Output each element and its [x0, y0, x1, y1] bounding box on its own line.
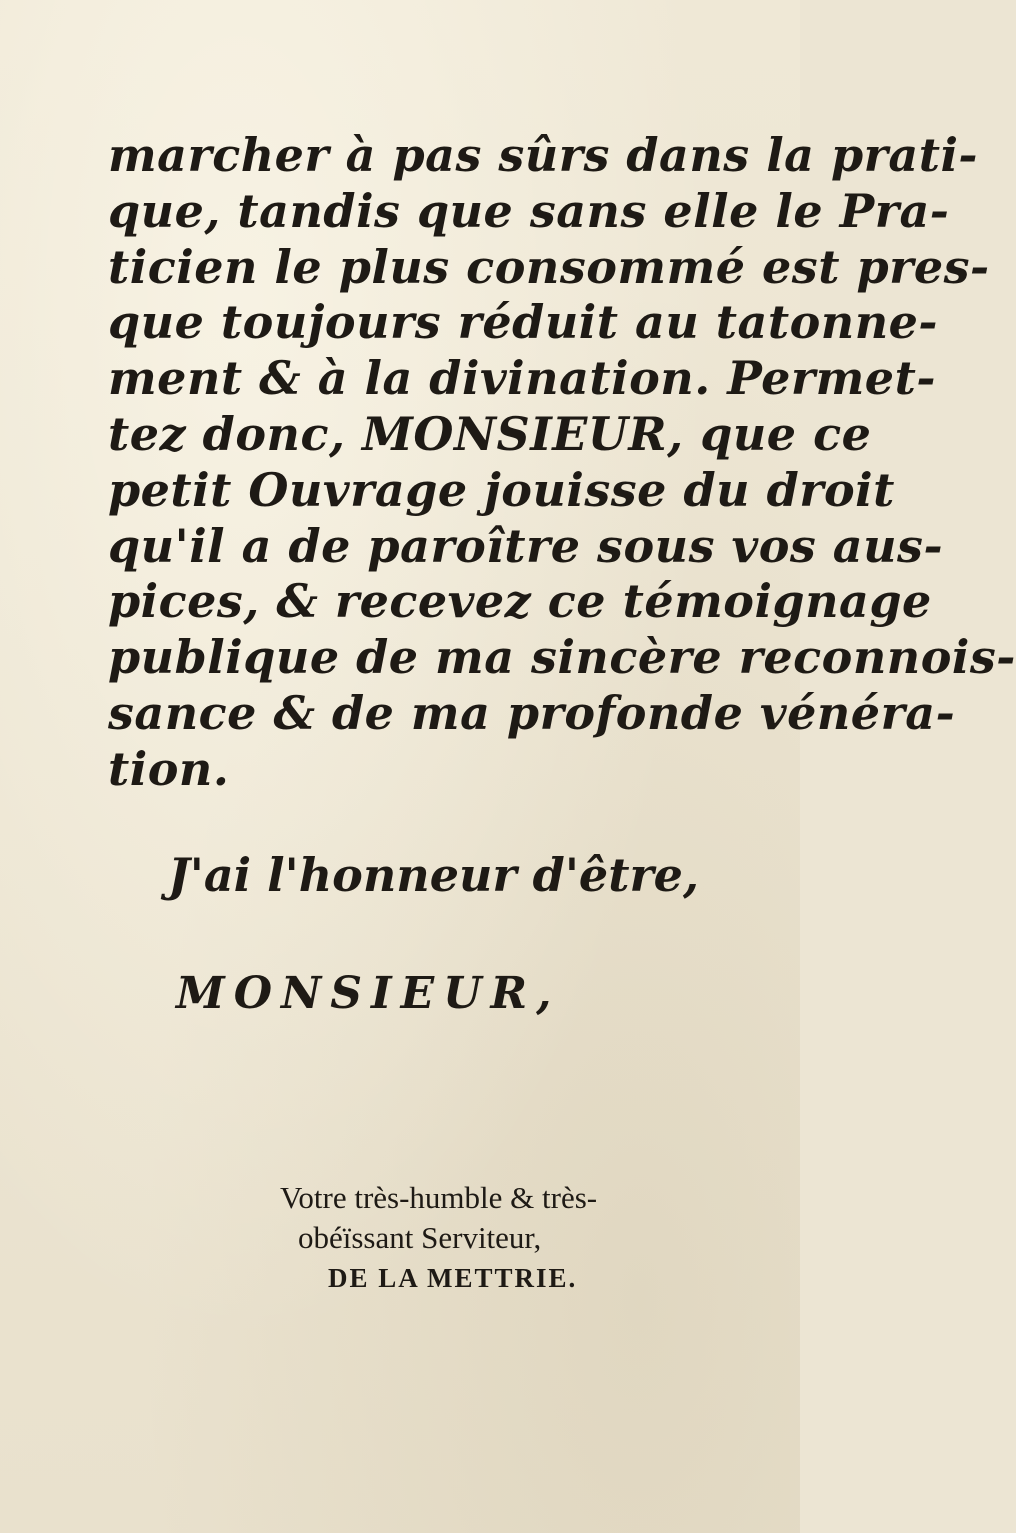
text-line: tez donc, MONSIEUR, que ce: [108, 406, 872, 461]
text-line: ticien le plus consommé est pres-: [108, 239, 990, 294]
text-line: sance & de ma profonde vénéra-: [108, 685, 956, 740]
text-line: qu'il a de paroître sous vos aus-: [108, 518, 944, 573]
text-line: pices, & recevez ce témoignage: [108, 574, 932, 629]
signature-line-2: obéïssant Serviteur,: [298, 1220, 542, 1255]
dedication-body: [108, 128, 1016, 798]
author-name: DE LA METTRIE.: [328, 1263, 578, 1293]
text-line: que toujours réduit au tatonne-: [108, 295, 939, 350]
text-line: que, tandis que sans elle le Pra-: [108, 183, 950, 238]
text-line: ment & à la divination. Permet-: [108, 351, 936, 406]
signature-block: [280, 1178, 760, 1298]
text-line: marcher à pas sûrs dans la prati-: [108, 128, 979, 182]
signature-line-1: Votre très-humble & très-: [280, 1180, 598, 1215]
text-line: publique de ma sincère reconnois-: [108, 630, 1016, 685]
salutation: MONSIEUR,: [176, 968, 561, 1019]
closing-phrase: J'ai l'honneur d'être,: [168, 848, 699, 902]
text-line: tion.: [108, 741, 230, 796]
text-line: petit Ouvrage jouisse du droit: [108, 462, 895, 517]
